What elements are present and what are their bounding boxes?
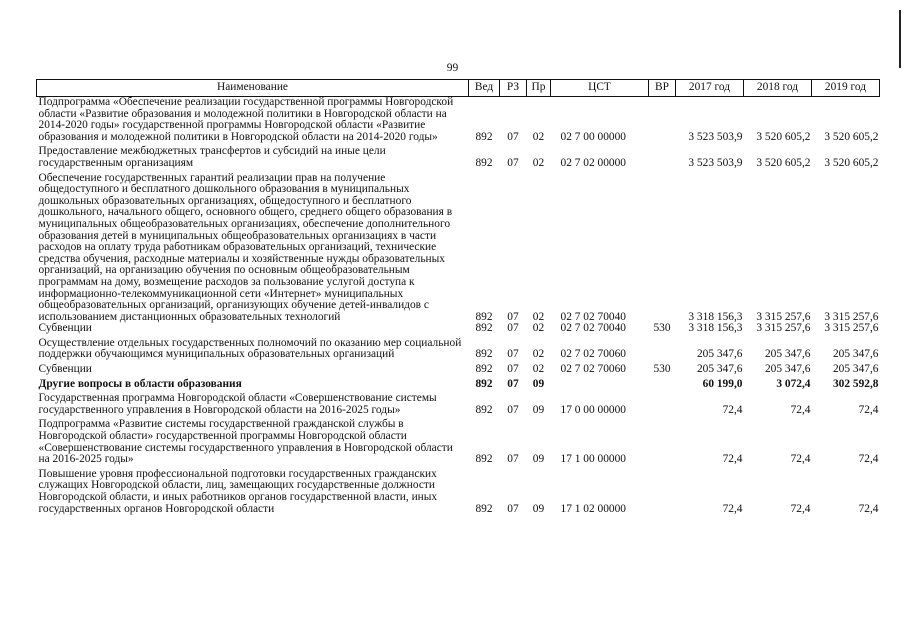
row-2019: 205 347,6: [832, 348, 879, 361]
row-ved: 892: [475, 156, 493, 169]
row-2017: 72,4: [722, 403, 743, 416]
row-name: Обеспечение государственных гарантий реализации прав на получение общедоступного и бесплатного дошкольного образования в муниципальных дошкольных образовательных организациях, общедоступного и бесплатного дошкольного, начального общего, основного общего, среднего общего образования в муниципальных общеобразовательных организациях, обеспечение дополнительного образования детей в муниципальных общеобразовательных организациях в части расходов на оплату труда работникам образовательных организаций, технические средства обучения, расходные материалы и хозяйственные нужды образовательных организаций, на организацию обучения по основным общеобразовательным программам на дому, возмещение расходов за пользование услугой доступа к информационно-телекоммуникационной сети «Интернет» муниципальных общеобразовательных организаций, организующих обучение детей-инвалидов с использованием дистанционных образовательных технологий: [38, 171, 453, 323]
row-rz: 07: [507, 453, 519, 466]
row-cst: 02 7 02 70040: [560, 310, 626, 323]
row-rz: 07: [507, 363, 519, 376]
row-pr: 02: [532, 348, 545, 361]
row-2019: 72,4: [858, 453, 879, 466]
row-vr: 530: [653, 363, 671, 376]
row-2018: 72,4: [790, 502, 811, 515]
row-name: Подпрограмма «Обеспечение реализации государственной программы Новгородской области «Развитие образования и молодежной политики в Новгородской области на 2014-2020 годы» государственной программы Новгородской области «Развитие образования и молодежной политики в Новгородской области на 2014-2020 годы»: [38, 96, 454, 143]
row-ved: 892: [475, 403, 493, 416]
header-rz: РЗ: [500, 80, 527, 97]
table-row: [37, 97, 880, 144]
row-name: Осуществление отдельных государственных полномочий по оказанию мер социальной поддержки обучающимся муниципальных образовательных организаций: [38, 336, 462, 361]
row-vr: [649, 390, 676, 416]
row-vr: [649, 376, 676, 391]
table-row: [37, 416, 880, 465]
row-2017: 3 318 156,3: [688, 310, 743, 323]
row-name: Другие вопросы в области образования: [38, 377, 242, 390]
row-2017: 205 347,6: [696, 363, 743, 376]
header-2017: 2017 год: [676, 80, 744, 97]
row-2018: 3 520 605,2: [756, 130, 811, 143]
table-row: [37, 361, 880, 376]
row-vr: 530: [653, 322, 671, 335]
table-row: [37, 170, 880, 324]
row-ved: 892: [475, 310, 493, 323]
table-row: [37, 323, 880, 335]
row-ved: 892: [475, 130, 493, 143]
row-2019: 302 592,8: [832, 377, 879, 390]
row-ved: 892: [475, 348, 493, 361]
row-cst: 17 0 00 00000: [560, 403, 626, 416]
row-vr: [649, 97, 676, 144]
row-2017: 72,4: [722, 453, 743, 466]
row-rz: 07: [507, 322, 519, 335]
row-ved: 892: [475, 453, 493, 466]
row-cst: 02 7 02 70040: [560, 322, 626, 335]
row-2018: 3 520 605,2: [756, 156, 811, 169]
row-2018: 3 072,4: [776, 377, 811, 390]
row-2017: 205 347,6: [696, 348, 743, 361]
row-2019: 72,4: [858, 403, 879, 416]
table-row: [37, 376, 880, 391]
row-rz: 07: [507, 130, 519, 143]
row-ved: 892: [475, 377, 493, 390]
row-cst: 02 7 00 00000: [560, 130, 626, 143]
row-cst: 02 7 02 70060: [560, 348, 626, 361]
row-pr: 09: [532, 453, 545, 466]
row-rz: 07: [507, 310, 519, 323]
row-2018: 3 315 257,6: [756, 322, 811, 335]
row-2019: 3 520 605,2: [824, 156, 879, 169]
row-cst: [551, 376, 649, 391]
row-vr: [649, 335, 676, 361]
budget-table: [36, 79, 880, 515]
row-ved: 892: [475, 363, 493, 376]
table-row: [37, 466, 880, 515]
row-pr: 02: [532, 363, 545, 376]
row-cst: 02 7 02 00000: [560, 156, 626, 169]
row-rz: 07: [507, 502, 519, 515]
row-name: Предоставление межбюджетных трансфертов и субсидий на иные цели государственным организациям: [38, 145, 386, 169]
row-vr: [649, 466, 676, 515]
row-name: Государственная программа Новгородской области «Совершенствование системы государственного управления в Новгородской области на 2016-2025 годы»: [38, 392, 437, 416]
table-header: [37, 80, 880, 97]
row-2017: 3 318 156,3: [688, 322, 743, 335]
row-rz: 07: [507, 403, 519, 416]
header-name: Наименование: [37, 80, 469, 97]
header-2019: 2019 год: [812, 80, 880, 97]
row-pr: 09: [532, 502, 545, 515]
row-2018: 72,4: [790, 403, 811, 416]
table-row: [37, 143, 880, 169]
row-pr: 02: [532, 310, 545, 323]
row-2017: 3 523 503,9: [688, 130, 743, 143]
row-pr: 02: [532, 322, 545, 335]
table-row: [37, 335, 880, 361]
page-number: 99: [446, 62, 459, 74]
header-cst: ЦСТ: [551, 80, 649, 97]
row-2019: 3 315 257,6: [824, 322, 879, 335]
header-vr: ВР: [649, 80, 676, 97]
row-vr: [649, 170, 676, 324]
header-pr: Пр: [527, 80, 551, 97]
row-name: Субвенции: [38, 363, 92, 376]
row-2017: 60 199,0: [702, 377, 743, 390]
row-2019: 205 347,6: [832, 363, 879, 376]
row-2019: 72,4: [858, 502, 879, 515]
row-2017: 72,4: [722, 502, 743, 515]
row-cst: 17 1 02 00000: [560, 502, 626, 515]
row-2018: 3 315 257,6: [756, 310, 811, 323]
header-2018: 2018 год: [744, 80, 812, 97]
row-name: Подпрограмма «Развитие системы государственной гражданской службы в Новгородской области» государственной программы Новгородской области «Совершенствование системы государственного управления в Новгородской области на 2016-2025 годы»: [38, 418, 453, 466]
row-2018: 205 347,6: [764, 363, 811, 376]
row-rz: 07: [507, 377, 519, 390]
row-pr: 02: [532, 130, 545, 143]
row-ved: 892: [475, 322, 493, 335]
row-name: Субвенции: [38, 322, 92, 335]
row-2019: 3 520 605,2: [824, 130, 879, 143]
row-ved: 892: [475, 502, 493, 515]
row-pr: 02: [532, 156, 545, 169]
row-vr: [649, 416, 676, 465]
row-cst: 02 7 02 70060: [560, 363, 626, 376]
row-2018: 72,4: [790, 453, 811, 466]
row-name: Повышение уровня профессиональной подготовки государственных гражданских служащих Новгородской области, лиц, замещающих государственные должности Новгородской области, и иных работников органов государственной власти, иных государственных органов Новгородской области: [38, 467, 438, 515]
header-ved: Вед: [469, 80, 500, 97]
row-pr: 09: [532, 403, 545, 416]
scan-edge-mark: [899, 10, 901, 68]
row-rz: 07: [507, 348, 519, 361]
row-cst: 17 1 00 00000: [560, 453, 626, 466]
row-pr: 09: [532, 377, 545, 390]
row-rz: 07: [507, 156, 519, 169]
row-2019: 3 315 257,6: [824, 310, 879, 323]
row-2017: 3 523 503,9: [688, 156, 743, 169]
row-vr: [649, 143, 676, 169]
row-2018: 205 347,6: [764, 348, 811, 361]
table-row: [37, 390, 880, 416]
